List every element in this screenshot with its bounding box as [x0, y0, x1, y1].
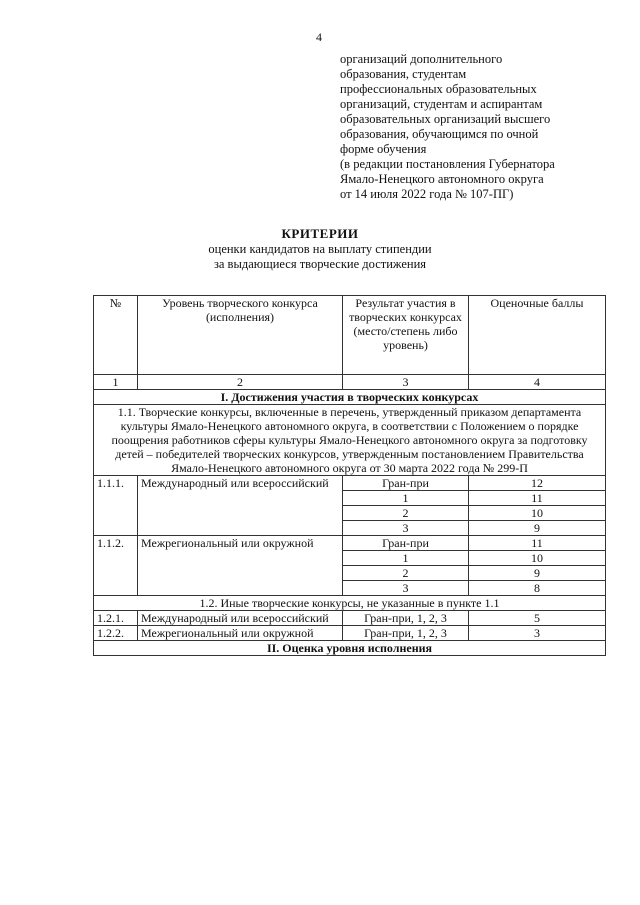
preamble-block — [340, 52, 620, 202]
preamble-line: образования, обучающимся по очной — [340, 127, 539, 141]
preamble-line: Ямало-Ненецкого автономного округа — [340, 172, 544, 186]
row-place: Гран-при — [343, 476, 469, 491]
section1-title: I. Достижения участия в творческих конкурсах — [94, 390, 606, 405]
row-score: 11 — [469, 536, 606, 551]
subsection-row — [94, 596, 606, 611]
subsection-1-1: 1.1. Творческие конкурсы, включенные в перечень, утвержденный приказом департамента культуры Ямало-Ненецкого автономного округа, в соответствии с Положением о порядке поощрения работников сферы культуры Ямало-Ненецкого автономного округа за подготовку детей – победителей творческих конкурсов, утвержденным постановлением Правительства Ямало-Ненецкого автономного округа от 30 марта 2022 года № 299-П — [94, 405, 606, 476]
subsection-1-2: 1.2. Иные творческие конкурсы, не указанные в пункте 1.1 — [94, 596, 606, 611]
row-place: 1 — [343, 551, 469, 566]
row-number: 1.2.1. — [94, 611, 138, 626]
preamble-line: образовательных организаций высшего — [340, 112, 551, 126]
page-number: 4 — [316, 30, 322, 44]
table-row — [94, 536, 606, 551]
row-score: 8 — [469, 581, 606, 596]
row-place: 3 — [343, 521, 469, 536]
row-place: 2 — [343, 566, 469, 581]
preamble-line: организаций дополнительного — [340, 52, 503, 66]
col-number: 1 — [94, 375, 138, 390]
row-score: 9 — [469, 566, 606, 581]
row-number: 1.2.2. — [94, 626, 138, 641]
column-numbers-row — [94, 375, 606, 390]
table-row — [94, 476, 606, 491]
col-number: 2 — [138, 375, 343, 390]
row-score: 10 — [469, 551, 606, 566]
row-place: Гран-при, 1, 2, 3 — [343, 611, 469, 626]
preamble-line: образования, студентам — [340, 67, 467, 81]
subsection-row — [94, 405, 606, 476]
row-score: 3 — [469, 626, 606, 641]
col-number: 4 — [469, 375, 606, 390]
row-score: 5 — [469, 611, 606, 626]
row-score: 9 — [469, 521, 606, 536]
row-level: Международный или всероссийский — [138, 476, 343, 536]
preamble-line: от 14 июля 2022 года № 107-ПГ) — [340, 187, 514, 201]
preamble-line: (в редакции постановления Губернатора — [340, 157, 555, 171]
section-row — [94, 390, 606, 405]
row-level: Международный или всероссийский — [138, 611, 343, 626]
document-title: КРИТЕРИИ — [281, 226, 359, 241]
row-number: 1.1.2. — [94, 536, 138, 596]
preamble-line: организаций, студентам и аспирантам — [340, 97, 543, 111]
header-number: № — [94, 296, 138, 375]
table-row — [94, 611, 606, 626]
row-score: 11 — [469, 491, 606, 506]
header-score: Оценочные баллы — [469, 296, 606, 375]
row-score: 12 — [469, 476, 606, 491]
row-place: 1 — [343, 491, 469, 506]
row-level: Межрегиональный или окружной — [138, 626, 343, 641]
col-number: 3 — [343, 375, 469, 390]
row-place: 2 — [343, 506, 469, 521]
document-subtitle-line1: оценки кандидатов на выплату стипендии — [208, 242, 432, 256]
section-row — [94, 641, 606, 656]
preamble-line: профессиональных образовательных — [340, 82, 537, 96]
header-level: Уровень творческого конкурса (исполнения) — [138, 296, 343, 375]
preamble-line: форме обучения — [340, 142, 427, 156]
row-level: Межрегиональный или окружной — [138, 536, 343, 596]
document-heading — [0, 226, 640, 272]
row-score: 10 — [469, 506, 606, 521]
table-header-row — [94, 296, 606, 375]
table-row — [94, 626, 606, 641]
document-subtitle-line2: за выдающиеся творческие достижения — [213, 257, 427, 271]
header-result: Результат участия в творческих конкурсах (место/степень либо уровень) — [343, 296, 469, 375]
row-place: Гран-при — [343, 536, 469, 551]
criteria-table — [93, 295, 606, 656]
section2-title: II. Оценка уровня исполнения — [94, 641, 606, 656]
row-number: 1.1.1. — [94, 476, 138, 536]
row-place: Гран-при, 1, 2, 3 — [343, 626, 469, 641]
row-place: 3 — [343, 581, 469, 596]
